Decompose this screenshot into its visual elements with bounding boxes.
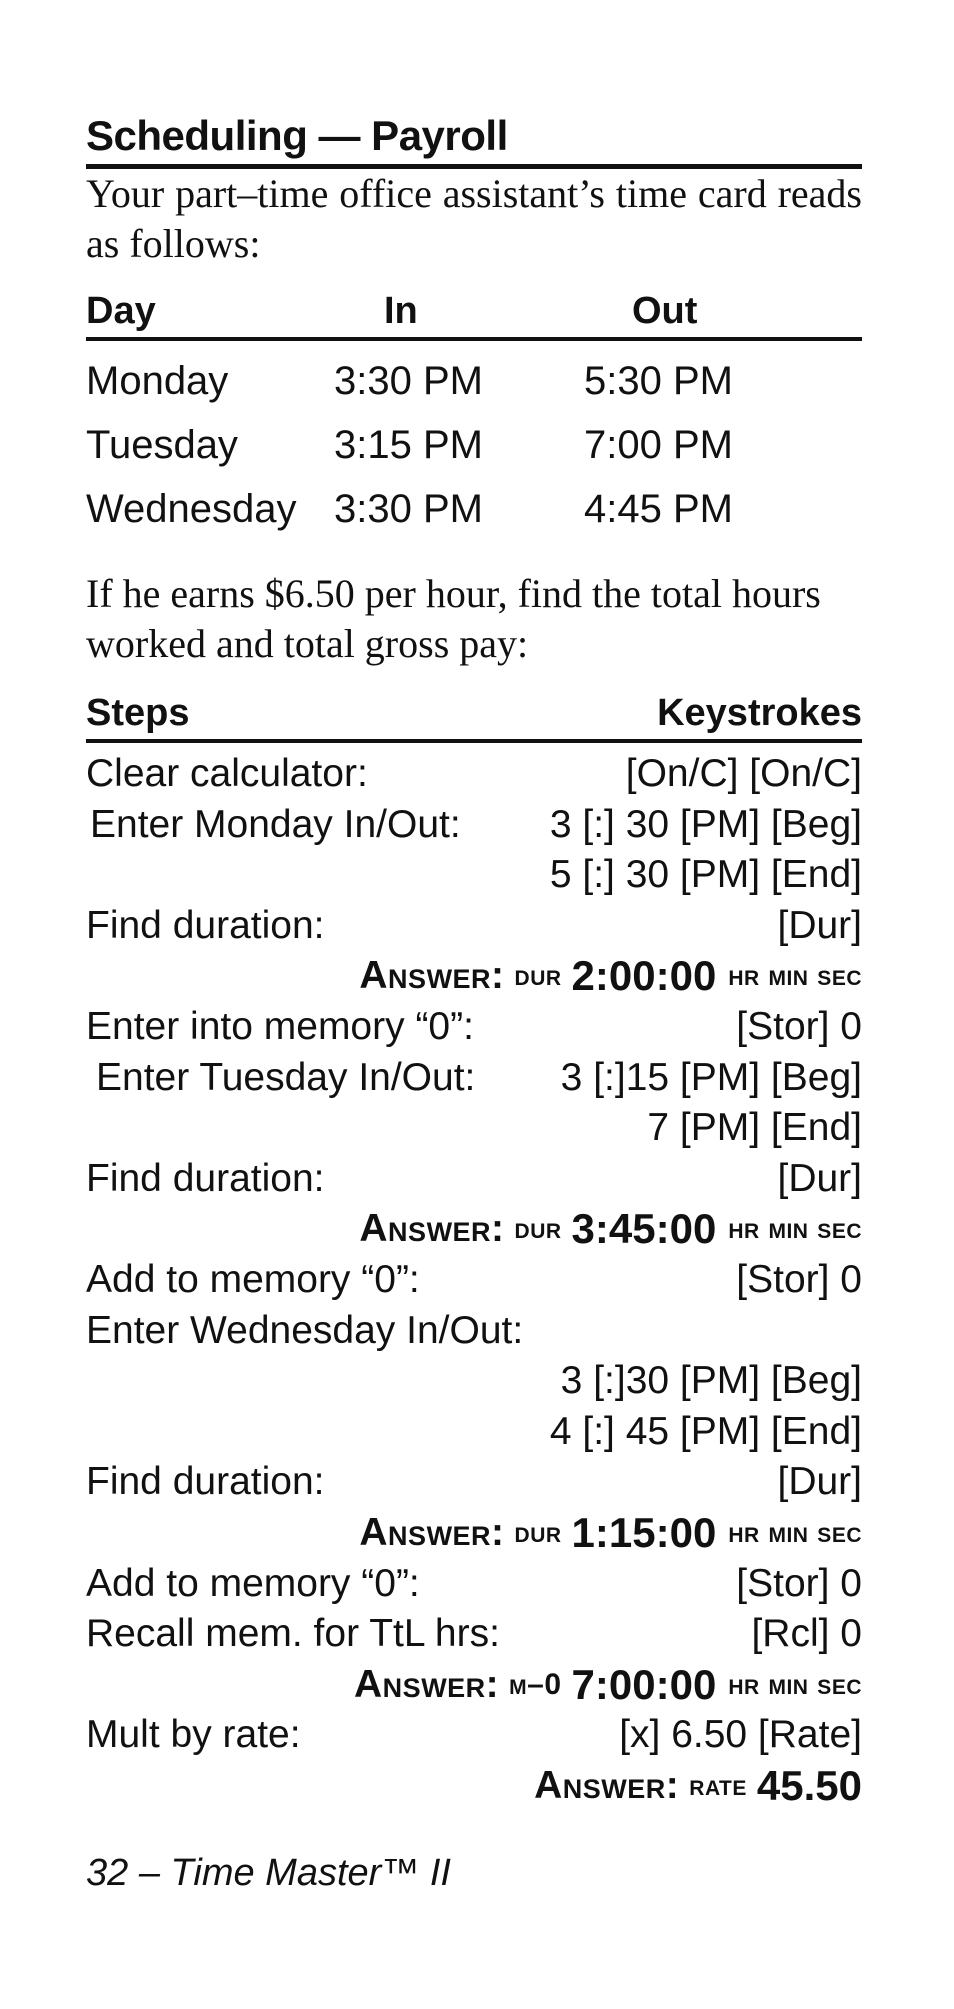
keystroke-text: [Dur] [777,1156,862,1200]
step-text: Find duration: [86,903,325,947]
table-row [86,349,862,413]
out-cell: 7:00 PM [584,423,733,467]
step-text: Recall mem. for TtL hrs: [86,1612,500,1656]
table-row [86,413,862,477]
answer-line [86,951,862,1002]
step-text: Add to memory “0”: [86,1561,420,1605]
step-line [86,749,862,800]
in-cell: 3:30 PM [334,487,483,531]
answer-unit: dur [514,1515,562,1549]
answer-line [86,1660,862,1711]
step-line [86,1457,862,1508]
in-cell: 3:30 PM [334,359,483,403]
answer-label: Answer: [359,1510,505,1554]
in-cell: 3:15 PM [334,423,483,467]
step-line [86,1356,862,1407]
keystroke-text: [Stor] 0 [736,1257,862,1301]
answer-unit: dur [514,1212,562,1246]
answer-label: Answer: [359,1207,505,1251]
timecard-table [86,341,862,541]
keystroke-text: [Stor] 0 [736,1004,862,1048]
answer-line [86,1508,862,1559]
day-cell: Tuesday [86,423,238,467]
step-line [86,1255,862,1306]
answer-value: 7:00:00 [571,1660,717,1708]
keystroke-text: 4 [:] 45 [PM] [End] [549,1409,862,1453]
step-text: Find duration: [86,1460,325,1504]
keystroke-text: 3 [:]15 [PM] [Beg] [560,1055,862,1099]
step-line [86,1103,862,1154]
day-cell: Wednesday [86,487,297,531]
keystroke-text: 3 [:] 30 [PM] [Beg] [549,802,862,846]
answer-unit: dur [514,959,562,993]
question-paragraph: If he earns $6.50 per hour, find the total hours worked and total gross pay: [86,571,821,666]
section-title: Scheduling — Payroll [86,112,508,159]
step-line [86,850,862,901]
header-out: Out [632,290,698,332]
answer-value: 1:15:00 [571,1508,717,1556]
keystroke-text: [Dur] [777,1460,862,1504]
header-day: Day [86,290,156,332]
day-cell: Monday [86,359,229,403]
answer-value: 45.50 [756,1761,862,1809]
step-text: Mult by rate: [86,1713,301,1757]
out-cell: 4:45 PM [584,487,733,531]
answer-value: 2:00:00 [571,952,717,1000]
step-text: Clear calculator: [86,752,368,795]
step-line [86,1002,862,1053]
step-line [86,1306,862,1357]
answer-units-suffix: hr min sec [728,1667,862,1701]
out-cell: 5:30 PM [584,359,733,403]
manual-page [86,108,862,1811]
answer-label: Answer: [534,1763,680,1807]
step-text: Enter Tuesday In/Out: [96,1055,476,1099]
answer-value: 3:45:00 [571,1205,717,1253]
keystroke-text: [Rcl] 0 [751,1612,862,1656]
step-line [86,1407,862,1458]
timecard-header [86,287,862,337]
step-line [86,1710,862,1761]
answer-units-suffix: hr min sec [728,1515,862,1549]
keystroke-text: [On/C] [On/C] [625,752,862,795]
step-text: Enter Wednesday In/Out: [86,1308,524,1352]
keystroke-text: [Stor] 0 [736,1561,862,1605]
step-text: Enter into memory “0”: [86,1004,474,1048]
step-line [86,1053,862,1104]
step-line [86,1559,862,1610]
keystroke-text: [Dur] [777,903,862,947]
step-text: Find duration: [86,1156,325,1200]
steps-header [86,689,862,739]
intro-paragraph: Your part–time office assistant’s time card reads as follows: [86,171,862,266]
header-steps: Steps [86,692,190,734]
header-in: In [384,290,418,332]
answer-unit: m–0 [509,1667,562,1701]
steps-list [86,743,862,1811]
step-line [86,901,862,952]
page-footer: 32 – Time Master™ II [86,1852,451,1894]
answer-unit: rate [689,1768,747,1802]
table-row [86,477,862,541]
keystroke-text: 5 [:] 30 [PM] [End] [549,853,862,897]
keystroke-text: 7 [PM] [End] [647,1106,862,1150]
answer-label: Answer: [354,1662,500,1706]
answer-units-suffix: hr min sec [728,959,862,993]
answer-line [86,1204,862,1255]
step-line [86,800,862,851]
header-keystrokes: Keystrokes [657,692,862,734]
answer-units-suffix: hr min sec [728,1212,862,1246]
keystroke-text: [x] 6.50 [Rate] [619,1713,862,1757]
keystroke-text: 3 [:]30 [PM] [Beg] [560,1359,862,1403]
step-line [86,1609,862,1660]
answer-line [86,1761,862,1812]
step-line [86,1154,862,1205]
step-text: Enter Monday In/Out: [90,802,461,846]
answer-label: Answer: [359,954,505,998]
step-text: Add to memory “0”: [86,1257,420,1301]
